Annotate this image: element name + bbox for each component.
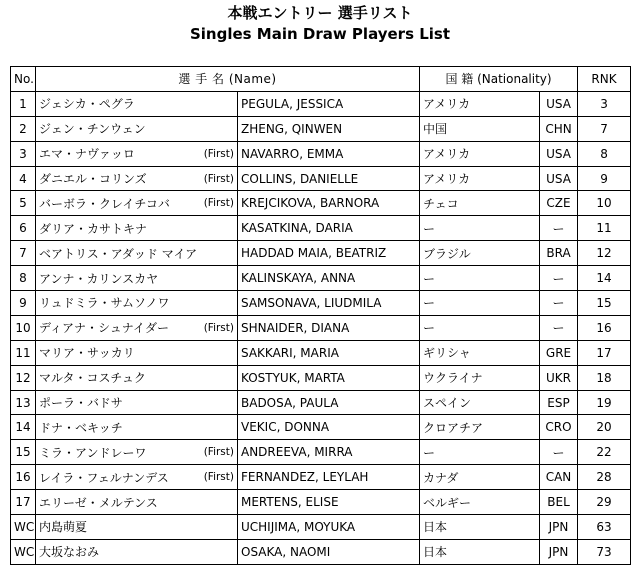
cell-name-en: KOSTYUK, MARTA	[238, 365, 420, 390]
cell-no: 16	[11, 465, 36, 490]
cell-no: WC	[11, 515, 36, 540]
first-appearance-tag: (First)	[203, 147, 234, 160]
table-row	[11, 141, 631, 166]
table-row	[11, 440, 631, 465]
cell-name-ja	[36, 440, 238, 465]
player-name-ja: ジェシカ・ペグラ	[39, 97, 135, 112]
players-table	[10, 66, 631, 565]
table-row	[11, 465, 631, 490]
cell-name-en: HADDAD MAIA, BEATRIZ	[238, 241, 420, 266]
cell-country: ー	[420, 266, 540, 291]
player-name-ja: マルタ・コスチュク	[39, 371, 146, 386]
page-title-english: Singles Main Draw Players List	[189, 25, 451, 43]
player-name-ja: バーボラ・クレイチコバ	[39, 196, 170, 211]
cell-no: 17	[11, 490, 36, 515]
header-rnk: RNK	[578, 67, 631, 92]
cell-no: 13	[11, 390, 36, 415]
table-row	[11, 191, 631, 216]
cell-name-en: VEKIC, DONNA	[238, 415, 420, 440]
cell-name-ja	[36, 465, 238, 490]
table-row	[11, 291, 631, 316]
player-name-ja: マリア・サッカリ	[39, 346, 135, 361]
player-name-ja: ダニエル・コリンズ	[39, 172, 147, 186]
cell-name-en: MERTENS, ELISE	[238, 490, 420, 515]
page-title-japanese: 本戦エントリー 選手リスト	[227, 4, 413, 22]
cell-name-en: PEGULA, JESSICA	[238, 91, 420, 116]
table-row	[11, 390, 631, 415]
player-name-ja: ダリア・カサトキナ	[39, 221, 148, 236]
cell-no: 1	[11, 91, 36, 116]
cell-country-code: BEL	[540, 490, 578, 515]
cell-name-en: COLLINS, DANIELLE	[238, 166, 420, 191]
cell-country: アメリカ	[420, 91, 540, 116]
player-name-ja: 大坂なおみ	[39, 545, 100, 560]
cell-no: 11	[11, 340, 36, 365]
cell-name-ja	[36, 141, 238, 166]
cell-country-code: ー	[540, 315, 578, 340]
cell-name-ja	[36, 191, 238, 216]
cell-name-ja	[36, 315, 238, 340]
first-appearance-tag: (First)	[203, 321, 234, 334]
player-name-ja: ディアナ・シュナイダー	[39, 321, 169, 336]
cell-name-en: SAKKARI, MARIA	[238, 340, 420, 365]
cell-name-ja	[36, 515, 238, 540]
cell-no: 9	[11, 291, 36, 316]
cell-country-code: USA	[540, 141, 578, 166]
player-name-ja: エマ・ナヴァッロ	[39, 147, 135, 162]
cell-name-ja	[36, 241, 238, 266]
cell-rank: 73	[578, 539, 631, 564]
cell-name-en: UCHIJIMA, MOYUKA	[238, 515, 420, 540]
cell-country: ー	[420, 315, 540, 340]
cell-name-ja	[36, 415, 238, 440]
player-name-ja: ポーラ・バドサ	[39, 396, 123, 411]
cell-country-code: USA	[540, 91, 578, 116]
cell-no: 5	[11, 191, 36, 216]
cell-no: 6	[11, 216, 36, 241]
first-appearance-tag: (First)	[203, 471, 234, 484]
cell-country: アメリカ	[420, 141, 540, 166]
cell-name-en: ANDREEVA, MIRRA	[238, 440, 420, 465]
first-appearance-tag: (First)	[203, 197, 234, 210]
table-row	[11, 340, 631, 365]
cell-country: アメリカ	[420, 166, 540, 191]
cell-country: ー	[420, 216, 540, 241]
cell-country: カナダ	[420, 465, 540, 490]
cell-country-code: UKR	[540, 365, 578, 390]
cell-country: ギリシャ	[420, 340, 540, 365]
cell-no: WC	[11, 539, 36, 564]
cell-country-code: ー	[540, 291, 578, 316]
cell-no: 10	[11, 315, 36, 340]
cell-name-ja	[36, 291, 238, 316]
player-name-ja: リュドミラ・サムソノワ	[39, 296, 170, 311]
cell-name-ja	[36, 539, 238, 564]
cell-name-en: KASATKINA, DARIA	[238, 216, 420, 241]
cell-country-code: CAN	[540, 465, 578, 490]
table-row	[11, 241, 631, 266]
cell-country-code: ESP	[540, 390, 578, 415]
cell-country: ブラジル	[420, 241, 540, 266]
cell-name-ja	[36, 365, 238, 390]
cell-rank: 15	[578, 291, 631, 316]
cell-country-code: GRE	[540, 340, 578, 365]
cell-name-en: SAMSONAVA, LIUDMILA	[238, 291, 420, 316]
cell-name-en: OSAKA, NAOMI	[238, 539, 420, 564]
player-name-ja: ジェン・チンウェン	[39, 122, 146, 137]
cell-rank: 28	[578, 465, 631, 490]
cell-country-code: ー	[540, 440, 578, 465]
header-no: No.	[11, 67, 36, 92]
cell-country-code: CZE	[540, 191, 578, 216]
table-row	[11, 415, 631, 440]
cell-country-code: JPN	[540, 515, 578, 540]
cell-name-en: KALINSKAYA, ANNA	[238, 266, 420, 291]
table-row	[11, 539, 631, 564]
cell-rank: 3	[578, 91, 631, 116]
cell-country: ウクライナ	[420, 365, 540, 390]
cell-name-ja	[36, 216, 238, 241]
cell-country-code: CRO	[540, 415, 578, 440]
cell-name-en: SHNAIDER, DIANA	[238, 315, 420, 340]
table-row	[11, 216, 631, 241]
table-row	[11, 266, 631, 291]
cell-country: チェコ	[420, 191, 540, 216]
cell-name-ja	[36, 490, 238, 515]
cell-name-en: BADOSA, PAULA	[238, 390, 420, 415]
cell-country-code: ー	[540, 216, 578, 241]
cell-no: 14	[11, 415, 36, 440]
cell-rank: 63	[578, 515, 631, 540]
cell-country: ベルギー	[420, 490, 540, 515]
cell-rank: 19	[578, 390, 631, 415]
cell-rank: 16	[578, 315, 631, 340]
cell-rank: 11	[578, 216, 631, 241]
header-name: 選 手 名 (Name)	[36, 67, 420, 92]
cell-country: ー	[420, 440, 540, 465]
cell-country-code: JPN	[540, 539, 578, 564]
cell-rank: 17	[578, 340, 631, 365]
cell-no: 3	[11, 141, 36, 166]
cell-no: 4	[11, 166, 36, 191]
first-appearance-tag: (First)	[203, 446, 234, 459]
table-row	[11, 166, 631, 191]
player-name-ja: レイラ・フェルナンデス	[39, 470, 169, 485]
cell-country: スペイン	[420, 390, 540, 415]
player-name-ja: ベアトリス・アダッド マイア	[39, 246, 198, 261]
cell-country: 中国	[420, 116, 540, 141]
cell-rank: 8	[578, 141, 631, 166]
first-appearance-tag: (First)	[203, 172, 234, 185]
cell-rank: 20	[578, 415, 631, 440]
cell-name-ja	[36, 266, 238, 291]
cell-rank: 22	[578, 440, 631, 465]
cell-name-ja	[36, 91, 238, 116]
header-nationality: 国 籍 (Nationality)	[420, 67, 578, 92]
cell-country: ー	[420, 291, 540, 316]
cell-rank: 9	[578, 166, 631, 191]
table-row	[11, 365, 631, 390]
cell-country-code: USA	[540, 166, 578, 191]
table-header-row	[11, 67, 631, 92]
cell-rank: 7	[578, 116, 631, 141]
cell-name-ja	[36, 116, 238, 141]
cell-no: 15	[11, 440, 36, 465]
cell-rank: 14	[578, 266, 631, 291]
cell-country: 日本	[420, 515, 540, 540]
cell-name-en: KREJCIKOVA, BARNORA	[238, 191, 420, 216]
player-name-ja: ミラ・アンドレーワ	[39, 445, 147, 460]
cell-rank: 18	[578, 365, 631, 390]
cell-name-en: ZHENG, QINWEN	[238, 116, 420, 141]
cell-name-en: FERNANDEZ, LEYLAH	[238, 465, 420, 490]
table-row	[11, 116, 631, 141]
players-table-body	[11, 91, 631, 564]
table-row	[11, 91, 631, 116]
cell-country-code: ー	[540, 266, 578, 291]
cell-rank: 12	[578, 241, 631, 266]
cell-country-code: BRA	[540, 241, 578, 266]
table-row	[11, 490, 631, 515]
cell-country-code: CHN	[540, 116, 578, 141]
player-name-ja: アンナ・カリンスカヤ	[39, 271, 159, 286]
cell-name-ja	[36, 340, 238, 365]
cell-name-ja	[36, 166, 238, 191]
cell-name-ja	[36, 390, 238, 415]
player-name-ja: エリーゼ・メルテンス	[39, 495, 158, 510]
cell-rank: 29	[578, 490, 631, 515]
table-row	[11, 315, 631, 340]
player-name-ja: 内島萌夏	[39, 520, 88, 535]
cell-no: 12	[11, 365, 36, 390]
cell-no: 8	[11, 266, 36, 291]
cell-country: クロアチア	[420, 415, 540, 440]
table-row	[11, 515, 631, 540]
cell-country: 日本	[420, 539, 540, 564]
cell-no: 7	[11, 241, 36, 266]
cell-rank: 10	[578, 191, 631, 216]
cell-name-en: NAVARRO, EMMA	[238, 141, 420, 166]
cell-no: 2	[11, 116, 36, 141]
player-name-ja: ドナ・ベキッチ	[39, 420, 123, 435]
